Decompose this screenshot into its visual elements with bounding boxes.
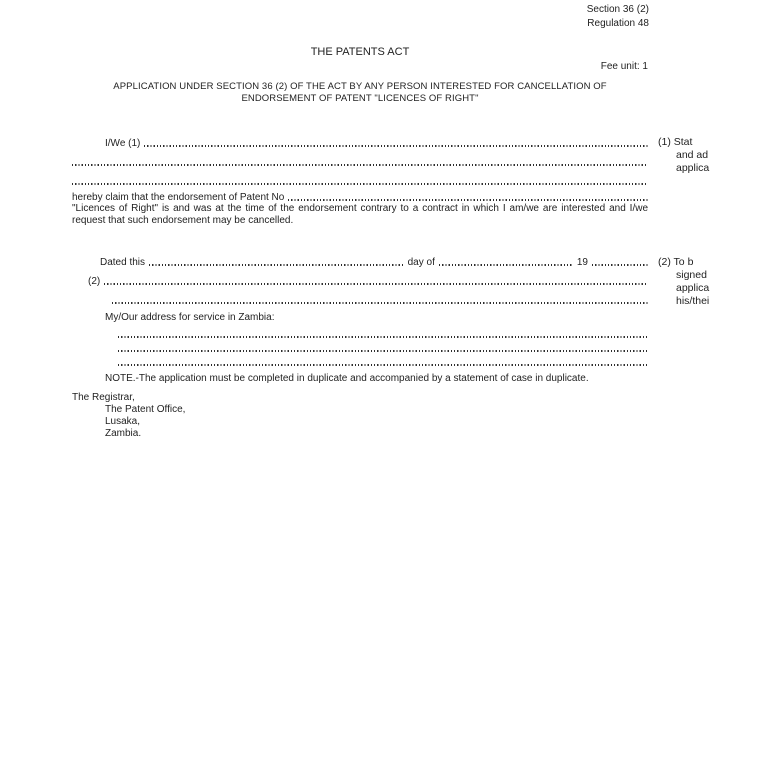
dated-label: Dated this	[100, 257, 146, 268]
statutory-references	[587, 3, 649, 30]
margin-note-1	[658, 136, 758, 175]
claim-lead: hereby claim that the endorsement of Patent No	[72, 192, 285, 203]
registrar-line: The Registrar,	[72, 392, 135, 403]
duplicate-note: NOTE.-The application must be completed in duplicate and accompanied by a statement of case in duplicate.	[105, 373, 589, 384]
margin-note-1-line-2: and ad	[676, 149, 709, 161]
registrar-address	[72, 392, 372, 440]
patent-office-line: The Patent Office,	[105, 404, 186, 415]
signature-field-1[interactable]	[104, 283, 648, 285]
service-address-field-2[interactable]	[118, 350, 648, 352]
margin-note-2-line-4: his/thei	[676, 295, 710, 307]
city-line: Lusaka,	[105, 416, 141, 427]
regulation-reference: Regulation 48	[587, 17, 649, 29]
signature-number-label: (2)	[88, 276, 101, 287]
applicant-name-field-3[interactable]	[72, 183, 648, 185]
margin-note-2	[658, 256, 758, 308]
act-title: THE PATENTS ACT	[310, 46, 410, 58]
claim-section	[72, 191, 648, 227]
date-year-field[interactable]	[592, 264, 648, 266]
signature-field-2[interactable]	[112, 302, 648, 304]
date-month-field[interactable]	[439, 264, 573, 266]
service-address-field-1[interactable]	[118, 336, 648, 338]
applicant-label: I/We (1)	[105, 138, 141, 149]
margin-note-2-line-1: (2) To b	[658, 256, 694, 268]
claim-text: "Licences of Right" is and was at the time of the endorsement contrary to a contract in which I am/we are interested and I/we request that such endorsement may be cancelled.	[72, 203, 648, 226]
margin-note-1-line-3: applica	[676, 162, 710, 174]
service-address-field-3[interactable]	[118, 364, 648, 366]
patent-number-field[interactable]	[288, 199, 648, 201]
fee-unit-label: Fee unit: 1	[600, 61, 648, 72]
address-service-fields	[72, 328, 648, 368]
year-prefix-label: 19	[576, 257, 588, 268]
margin-note-2-line-3: applica	[676, 282, 710, 294]
margin-note-1-line-1: (1) Stat	[658, 136, 693, 148]
form-title-line-1: APPLICATION UNDER SECTION 36 (2) OF THE ACT BY ANY PERSON INTERESTED FOR CANCELLATION OF	[113, 81, 607, 92]
dated-section	[72, 256, 648, 306]
form-title-line-2: ENDORSEMENT OF PATENT "LICENCES OF RIGHT"	[241, 92, 479, 104]
applicant-section	[72, 137, 648, 187]
applicant-name-field-2[interactable]	[72, 164, 648, 166]
applicant-name-field-1[interactable]	[144, 145, 648, 147]
address-service-label: My/Our address for service in Zambia:	[105, 312, 275, 323]
date-day-field[interactable]	[149, 264, 404, 266]
day-of-label: day of	[407, 257, 435, 268]
form-title	[72, 81, 648, 104]
section-reference: Section 36 (2)	[586, 4, 649, 15]
country-line: Zambia.	[105, 428, 142, 439]
margin-note-2-line-2: signed	[676, 269, 707, 281]
